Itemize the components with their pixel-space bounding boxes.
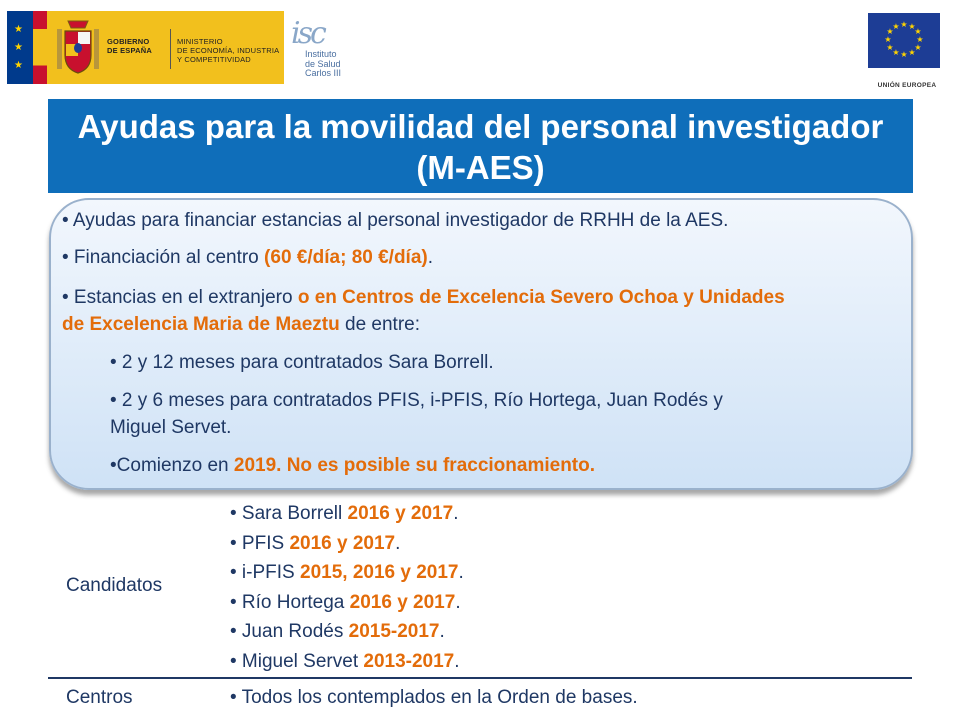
candidato-row: • Miguel Servet 2013-2017.: [230, 650, 460, 672]
candidato-row: • PFIS 2016 y 2017.: [230, 532, 401, 554]
title-banner: [48, 99, 913, 193]
eu-flag-icon: [868, 13, 940, 68]
eu-stars-strip: ★ ★ ★: [7, 11, 33, 84]
ministerio-text: MINISTERIO DE ECONOMÍA, INDUSTRIA Y COMPETITIVIDAD: [177, 37, 280, 64]
spain-flag-strip: [33, 11, 47, 84]
svg-text:★: ★: [892, 22, 900, 31]
financiacion-amount: (60 €/día; 80 €/día): [264, 247, 428, 268]
table-divider: [48, 677, 912, 679]
isciii-logo: [291, 10, 361, 85]
svg-text:★: ★: [900, 50, 908, 59]
bullet-estancias-cont: de Excelencia Maria de Maeztu de entre:: [62, 314, 421, 335]
gobierno-logo: [7, 11, 284, 84]
candidato-years: 2013-2017: [363, 650, 455, 672]
title-line-2: (M-AES): [416, 149, 545, 186]
sub-bullet-pfis-cont: Miguel Servet.: [110, 417, 232, 438]
svg-text:★: ★: [908, 48, 916, 57]
coat-of-arms-icon: [55, 17, 101, 79]
svg-text:★: ★: [900, 20, 908, 29]
comienzo-year: 2019. No es posible su fraccionamiento.: [233, 455, 596, 476]
bullet-financiacion: • Financiación al centro (60 €/día; 80 €/día).: [62, 247, 434, 268]
candidato-row: • Sara Borrell 2016 y 2017.: [230, 503, 459, 524]
candidato-years: 2016 y 2017: [347, 503, 454, 524]
sub-bullet-pfis: • 2 y 6 meses para contratados PFIS, i-PFIS, Río Hortega, Juan Rodés y: [110, 390, 723, 411]
sub-bullet-sara-borrell: • 2 y 12 meses para contratados Sara Borrell.: [110, 352, 494, 373]
candidato-row: • Juan Rodés 2015-2017.: [230, 621, 445, 642]
isc-mark: isc: [291, 16, 324, 51]
union-europea-logo: [866, 11, 943, 88]
candidato-name: • Sara Borrell: [230, 503, 348, 524]
svg-text:★: ★: [892, 48, 900, 57]
candidato-name: • Miguel Servet: [230, 650, 364, 672]
candidatos-label: Candidatos: [66, 575, 163, 596]
svg-text:★: ★: [908, 22, 916, 31]
eu-caption: UNIÓN EUROPEA: [877, 82, 937, 89]
svg-text:★: ★: [886, 43, 894, 52]
svg-text:★: ★: [916, 35, 924, 44]
gobierno-text: GOBIERNO DE ESPAÑA: [107, 37, 153, 55]
logo-divider: [170, 29, 171, 69]
title-line-1: Ayudas para la movilidad del personal investigador: [77, 108, 884, 145]
candidato-years: 2015-2017: [348, 621, 440, 642]
svg-text:★: ★: [914, 43, 922, 52]
unidades-excelencia: de Excelencia Maria de Maeztu: [62, 314, 340, 335]
candidato-name: • Juan Rodés: [230, 621, 349, 642]
bullet-financiar: • Ayudas para financiar estancias al personal investigador de RRHH de la AES.: [62, 210, 729, 231]
candidato-years: 2016 y 2017: [289, 532, 396, 554]
centros-label: Centros: [66, 687, 133, 708]
svg-text:★: ★: [884, 35, 892, 44]
candidato-name: • Río Hortega: [230, 591, 350, 613]
centros-text: • Todos los contemplados en la Orden de bases.: [230, 687, 638, 708]
info-box: [49, 198, 913, 490]
candidato-row: • i-PFIS 2015, 2016 y 2017.: [230, 562, 464, 583]
candidato-years: 2015, 2016 y 2017: [300, 562, 459, 583]
sub-bullet-comienzo: •Comienzo en 2019. No es posible su fraccionamiento.: [110, 455, 596, 476]
candidato-name: • i-PFIS: [230, 562, 300, 583]
candidato-years: 2016 y 2017: [349, 591, 456, 613]
svg-text:★: ★: [886, 27, 894, 36]
isciii-text: Instituto de Salud Carlos III: [305, 49, 342, 78]
candidato-row: • Río Hortega 2016 y 2017.: [230, 591, 461, 613]
centros-excelencia: o en Centros de Excelencia Severo Ochoa y Unidades: [297, 287, 785, 308]
candidato-name: • PFIS: [230, 532, 290, 554]
svg-text:★: ★: [914, 27, 922, 36]
bullet-estancias: • Estancias en el extranjero o en Centros de Excelencia Severo Ochoa y Unidades: [62, 287, 785, 308]
